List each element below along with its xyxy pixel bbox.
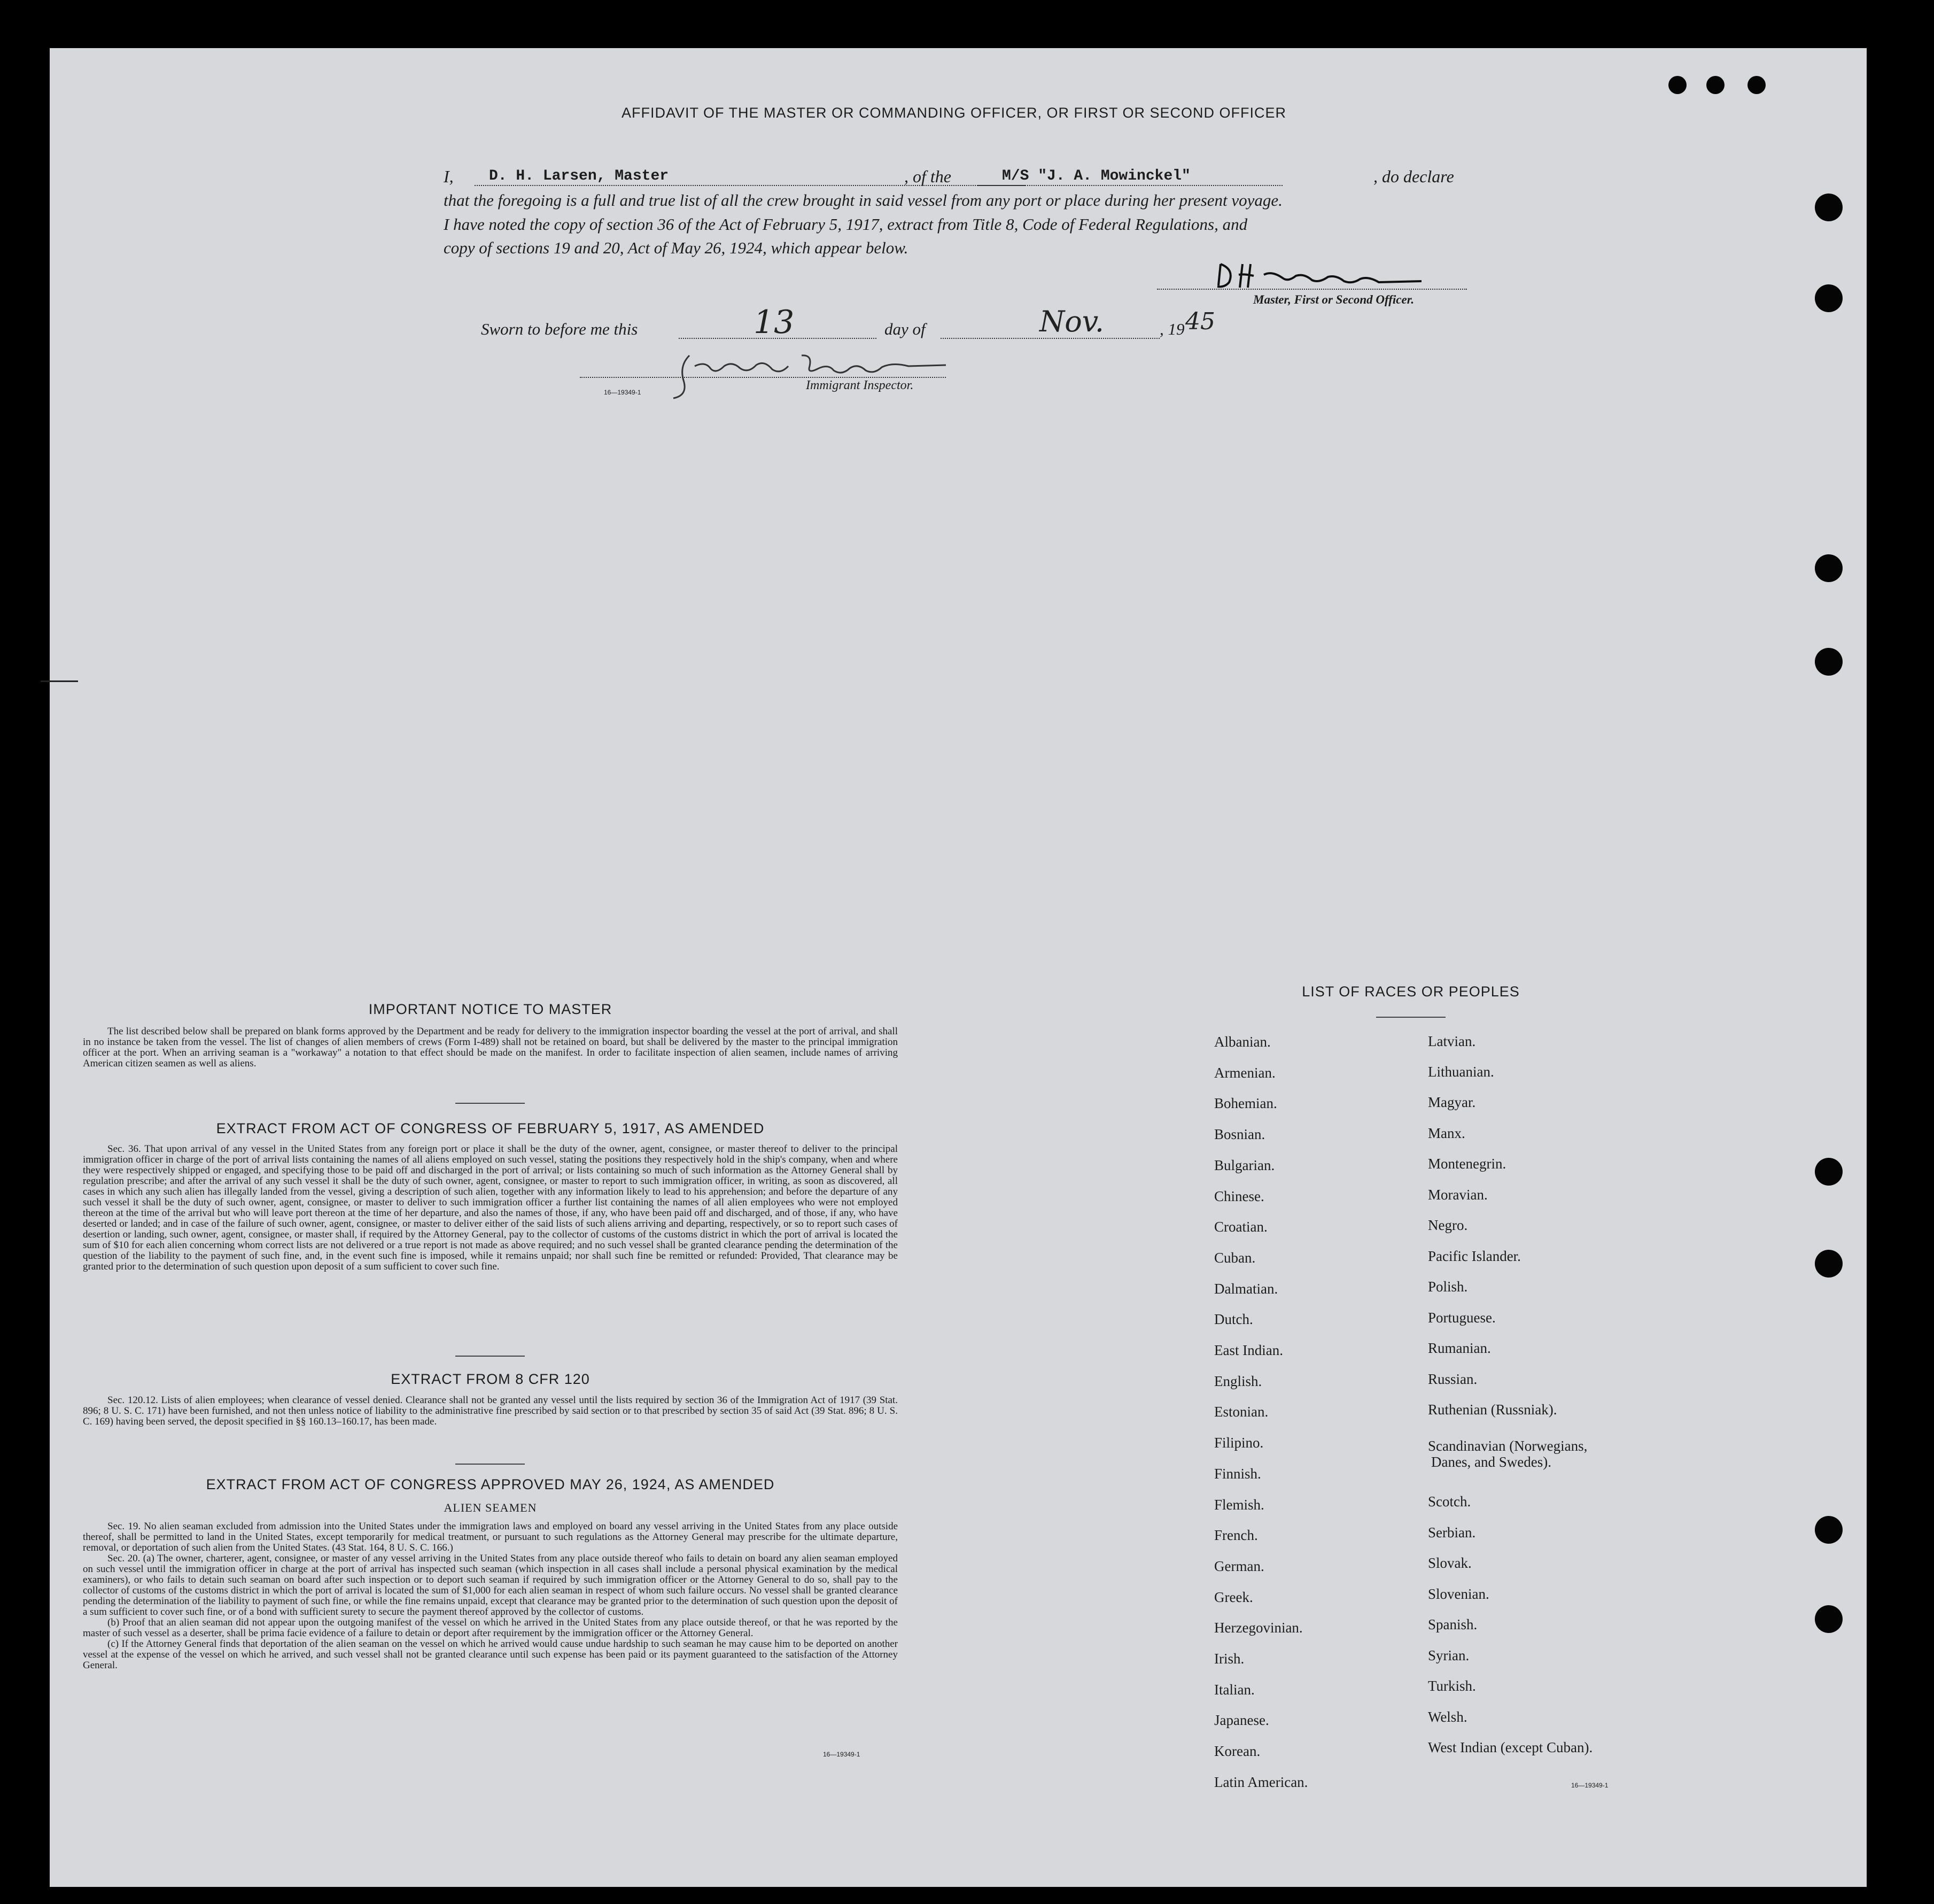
affidavit-title: AFFIDAVIT OF THE MASTER OR COMMANDING OFFICER, OR FIRST OR SECOND OFFICER xyxy=(621,105,1287,121)
race-item: Albanian. xyxy=(1214,1034,1271,1050)
punch-hole xyxy=(1815,648,1843,676)
race-item: Filipino. xyxy=(1214,1435,1264,1451)
race-item: Japanese. xyxy=(1214,1712,1269,1729)
race-item: Slovak. xyxy=(1428,1555,1472,1571)
inspector-caption: Immigrant Inspector. xyxy=(806,378,914,392)
race-item: Syrian. xyxy=(1428,1647,1470,1663)
sworn-month: Nov. xyxy=(1039,305,1105,338)
race-item: Herzegovinian. xyxy=(1214,1620,1303,1636)
declaration-line-4: copy of sections 19 and 20, Act of May 26, 1924, which appear below. xyxy=(444,238,908,257)
race-item: Dalmatian. xyxy=(1214,1280,1278,1297)
punch-hole xyxy=(1815,1158,1843,1186)
race-item: Magyar. xyxy=(1428,1094,1476,1110)
declaration-line-3: I have noted the copy of section 36 of the Act of February 5, 1917, extract from Title 8, Code of Federal Regulations, and xyxy=(444,215,1248,234)
race-item: West Indian (except Cuban). xyxy=(1428,1739,1593,1755)
race-item: Spanish. xyxy=(1428,1616,1478,1632)
extract-1924-heading: EXTRACT FROM ACT OF CONGRESS APPROVED MAY 26, 1924, AS AMENDED xyxy=(206,1476,775,1492)
section-36-text: Sec. 36. That upon arrival of any vessel in the United States from any foreign port or place it shall be the duty of the owner, agent, consignee, or master thereof to deliver to the principal immigration officer in charge of the port of arrival lists containing the names of all aliens employed on such vessel, stating the positions they respectively hold in the ship's company, when and where they were respectively shipped or engaged, and specifying those to be paid off and discharged in the port of arrival; or lists containing so much of such information as the Attorney General shall by regulation prescribe; and after the arrival of any such vessel it shall be the duty of such owner, agent, consignee, or master to report to such immigration officer, in writing, as soon as discovered, all cases in which any such alien has illegally landed from the vessel, giving a description of such alien, together with any information likely to lead to his apprehension; and before the departure of any such vessel it shall be the duty of such owner, agent, consignee, or master to deliver to such immigration officer a further list containing the names of all alien employees who were not employed thereon at the time of the arrival but who will leave port thereon at the time of her departure, and also the names of those, if any, who have been paid off and discharged, and of those, if any, who have deserted or landed; and in case of the failure of such owner, agent, consignee, or master to deliver either of the said lists of such aliens arriving and departing, respectively, or so to report such cases of desertion or landing, such owner, agent, consignee, or master shall, if required by the Attorney General, pay to the collector of customs of the customs district in which the port of arrival is located the sum of $10 for each alien concerning whom correct lists are not delivered or a true report is not made as above required; and no such vessel shall be granted clearance pending the determination of the question of the liability to the payment of such fine, and, in the event such fine is imposed, while it remains unpaid; nor shall such fine be remitted or refunded: Provided, That clearance may be granted prior to the determination of such question upon deposit of a sum sufficient to cover such fine. xyxy=(83,1143,898,1272)
race-item: Ruthenian (Russniak). xyxy=(1428,1402,1557,1418)
race-item: Bohemian. xyxy=(1214,1095,1277,1112)
master-signature xyxy=(1176,260,1432,297)
divider xyxy=(1376,1017,1446,1018)
extract-cfr-heading: EXTRACT FROM 8 CFR 120 xyxy=(391,1371,590,1387)
punch-hole xyxy=(1815,284,1843,312)
race-item: Turkish. xyxy=(1428,1678,1476,1694)
race-item: French. xyxy=(1214,1527,1258,1544)
race-item: German. xyxy=(1214,1558,1264,1574)
race-item: Irish. xyxy=(1214,1651,1245,1667)
race-item: Welsh. xyxy=(1428,1709,1467,1725)
race-item: Korean. xyxy=(1214,1743,1261,1760)
i-label: I, xyxy=(444,167,454,186)
punch-hole xyxy=(1815,554,1843,582)
divider xyxy=(455,1464,525,1465)
declaration-line-1 xyxy=(444,167,1470,188)
master-name: D. H. Larsen, Master xyxy=(489,168,669,184)
race-item: Italian. xyxy=(1214,1681,1255,1698)
race-item: Moravian. xyxy=(1428,1187,1488,1203)
punch-hole xyxy=(1815,1516,1843,1544)
punch-hole xyxy=(1815,1605,1843,1633)
section-20a-text: Sec. 20. (a) The owner, charterer, agent, consignee, or master of any vessel arriving in the United States from any place outside thereof who fails to detain on board any alien seaman employed on such vessel until the immigration officer in charge at the port of arrival has inspected such seaman (which inspection in all cases shall include a personal physical examination by the medical examiners), or who fails to detain such seaman on board after such inspection or to deport such seaman if required by such immigration officer or the Attorney General to do so, shall pay to the collector of customs of the customs district in which the port of arrival is located the sum of $1,000 for each alien seaman in respect of whom such failure occurs. No vessel shall be granted clearance pending the determination of the liability to payment of such fine, or while the fine remains unpaid, except that clearance may be granted prior to the determination of such question upon the deposit of a sum sufficient to cover such fine, or of a bond with sufficient surety to secure the payment thereof approved by the collector of customs. xyxy=(83,1553,898,1617)
extract-1917-heading: EXTRACT FROM ACT OF CONGRESS OF FEBRUARY 5, 1917, AS AMENDED xyxy=(216,1120,765,1136)
divider xyxy=(455,1356,525,1357)
race-item: Greek. xyxy=(1214,1589,1253,1605)
races-form-number: 16—19349-1 xyxy=(1571,1782,1609,1789)
section-20c-text: (c) If the Attorney General finds that deportation of the alien seaman on the vessel on which he arrived would cause undue hardship to such seaman he may cause him to be deported on another vessel at the expense of the vessel on which he arrived, and such vessel shall not be granted clearance until such expense has been paid or its payment guaranteed to the satisfaction of the Attorney General. xyxy=(83,1638,898,1671)
of-the-label: , of the xyxy=(904,167,951,186)
affidavit-form-number: 16—19349-1 xyxy=(604,389,641,396)
race-item: Scotch. xyxy=(1428,1493,1471,1510)
race-item: Lithuanian. xyxy=(1428,1064,1494,1080)
punch-hole xyxy=(1668,76,1687,94)
punch-hole xyxy=(1815,1250,1843,1278)
day-of-label: day of xyxy=(884,320,926,338)
notice-text: The list described below shall be prepared on blank forms approved by the Department and be ready for delivery to the immigration inspector boarding the vessel at the port of arrival, and shall in no instance be taken from the vessel. The list of changes of alien members of crews (Form I-489) shall not be retained on board, but shall be delivered by the master to the principal immigration officer at the port. When an arriving seaman is a "workaway" a notation to that effect should be made on the manifest. In order to facilitate inspection of alien seamen, include names of arriving American citizen seamen as well as aliens. xyxy=(83,1026,898,1069)
race-item: Estonian. xyxy=(1214,1404,1269,1420)
race-item: Croatian. xyxy=(1214,1219,1268,1235)
punch-hole xyxy=(1815,194,1843,221)
race-item: Bosnian. xyxy=(1214,1126,1265,1143)
race-item: Portuguese. xyxy=(1428,1310,1496,1326)
sworn-day: 13 xyxy=(754,304,795,341)
sworn-label: Sworn to before me this xyxy=(481,320,638,338)
margin-mark xyxy=(41,680,78,682)
race-item: Pacific Islander. xyxy=(1428,1248,1521,1264)
race-item: Flemish. xyxy=(1214,1496,1264,1513)
punch-hole xyxy=(1747,76,1766,94)
extract-1924-body xyxy=(83,1521,898,1671)
section-20b-text: (b) Proof that an alien seaman did not appear upon the outgoing manifest of the vessel on which he arrived in the United States from any place outside thereof, or that he was reported by the master of such vessel as a deserter, shall be prima facie evidence of a failure to detain or deport after requirement by the immigration officer or the Attorney General. xyxy=(83,1617,898,1639)
extract-1917-body xyxy=(83,1144,898,1272)
races-heading: LIST OF RACES OR PEOPLES xyxy=(1302,984,1520,1000)
vessel-name: M/S "J. A. Mowinckel" xyxy=(1002,168,1191,184)
race-item: Slovenian. xyxy=(1428,1586,1489,1602)
notice-body xyxy=(83,1026,898,1069)
race-item: Russian. xyxy=(1428,1371,1478,1387)
punch-hole xyxy=(1706,76,1725,94)
race-item: Dutch. xyxy=(1214,1311,1253,1328)
master-caption: Master, First or Second Officer. xyxy=(1253,293,1415,306)
race-item: East Indian. xyxy=(1214,1342,1283,1358)
race-item: Montenegrin. xyxy=(1428,1156,1506,1172)
divider xyxy=(455,1103,525,1104)
race-item: Polish. xyxy=(1428,1279,1468,1295)
race-item: Armenian. xyxy=(1214,1064,1276,1081)
race-item: Manx. xyxy=(1428,1125,1465,1141)
race-item: Serbian. xyxy=(1428,1524,1476,1541)
alien-seamen-subheading: ALIEN SEAMEN xyxy=(444,1501,537,1514)
race-item: Finnish. xyxy=(1214,1465,1261,1482)
race-item: Cuban. xyxy=(1214,1249,1256,1266)
declaration-line-2: that the foregoing is a full and true list of all the crew brought in said vessel from any port or place during her present voyage. xyxy=(444,191,1283,210)
race-item: Bulgarian. xyxy=(1214,1157,1275,1173)
race-item: Danes, and Swedes). xyxy=(1431,1454,1551,1470)
race-item: Chinese. xyxy=(1214,1188,1264,1204)
extract-cfr-body xyxy=(83,1395,898,1427)
notice-heading: IMPORTANT NOTICE TO MASTER xyxy=(368,1001,612,1017)
race-item: English. xyxy=(1214,1373,1262,1389)
race-item: Latin American. xyxy=(1214,1774,1308,1790)
extract-form-number: 16—19349-1 xyxy=(823,1751,860,1758)
do-declare-label: , do declare xyxy=(1373,167,1454,186)
race-item: Rumanian. xyxy=(1428,1340,1491,1356)
inspector-signature xyxy=(657,345,957,404)
race-item: Negro. xyxy=(1428,1217,1468,1233)
sworn-year: 45 xyxy=(1185,308,1215,335)
race-item: Latvian. xyxy=(1428,1033,1476,1049)
race-item: Scandinavian (Norwegians, xyxy=(1428,1438,1588,1454)
section-19-text: Sec. 19. No alien seaman excluded from admission into the United States under the immigration laws and employed on board any vessel arriving in the United States from any place outside thereof, shall be permitted to land in the United States, except temporarily for medical treatment, or pursuant to such regulations as the Attorney General may prescribe for the ultimate departure, removal, or deportation of such alien from the United States. (43 Stat. 164, 8 U. S. C. 166.) xyxy=(83,1521,898,1553)
section-120-12-text: Sec. 120.12. Lists of alien employees; when clearance of vessel denied. Clearance shall not be granted any vessel until the lists required by section 36 of the Immigration Act of 1917 (39 Stat. 896; 8 U. S. C. 171) have been furnished, and not then unless notice of liability to the administrative fine prescribed by said section or to that prescribed by section 35 of said Act (39 Stat. 896; 8 U. S. C. 169) having been served, the deposit specified in §§ 160.13–160.17, has been made. xyxy=(83,1395,898,1427)
year-label: , 19 xyxy=(1160,320,1185,338)
